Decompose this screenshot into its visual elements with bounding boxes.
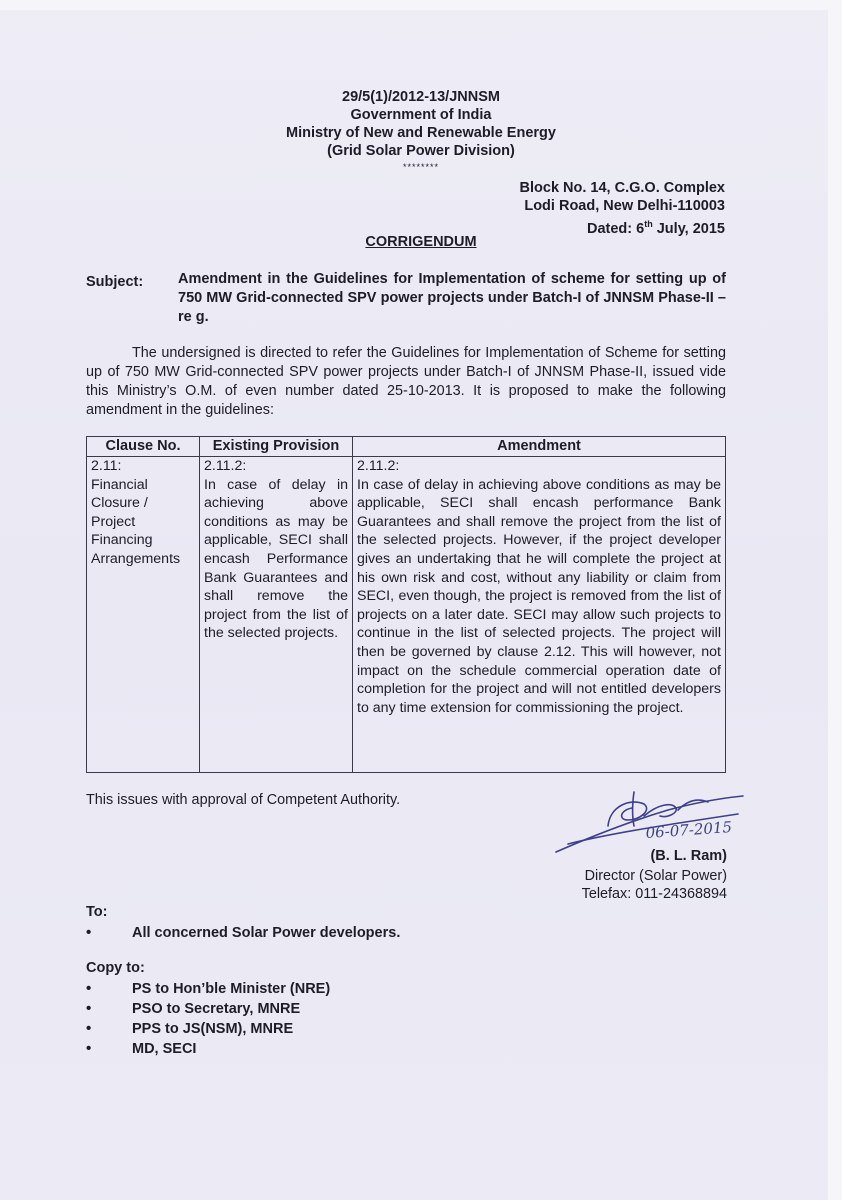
body-paragraph: The undersigned is directed to refer the Guidelines for Implementation of Scheme for setting up of 750 MW Grid-connected SPV power projects under Batch-I of JNNSM Phase-II, issued vide this Ministry’s O.M. of even number dated 25-10-2013. It is proposed to make the following amendment in the guidelines: xyxy=(86,345,726,418)
division-line: (Grid Solar Power Division) xyxy=(327,143,515,159)
header-existing-provision: Existing Provision xyxy=(200,437,353,457)
subject-label: Subject: xyxy=(86,274,144,290)
address-line-2: Lodi Road, New Delhi-110003 xyxy=(524,198,725,214)
signature-date: 06-07-2015 xyxy=(645,818,733,842)
amendment-table xyxy=(86,436,726,773)
existing-clause-number: 2.11.2: xyxy=(204,458,247,474)
signatory-telefax: Telefax: 011-24368894 xyxy=(581,886,727,902)
list-item: • PS to Hon’ble Minister (NRE) xyxy=(86,979,330,999)
ministry-line: Ministry of New and Renewable Energy xyxy=(286,125,556,141)
list-item: • MD, SECI xyxy=(86,1039,330,1059)
file-number: 29/5(1)/2012-13/JNNSM xyxy=(342,89,500,105)
table-header-row xyxy=(87,437,726,457)
list-item: • PPS to JS(NSM), MNRE xyxy=(86,1019,330,1039)
address-line-1: Block No. 14, C.G.O. Complex xyxy=(519,180,725,196)
dated-suffix: July, 2015 xyxy=(652,220,725,237)
to-list xyxy=(86,923,400,943)
dated-prefix: Dated: 6 xyxy=(587,220,645,237)
clause-cell xyxy=(87,457,200,773)
header-amendment: Amendment xyxy=(353,437,726,457)
signatory-details xyxy=(582,867,727,903)
amendment-text: In case of delay in achieving above conditions as may be applicable, SECI shall encash performance Bank Guarantees and shall remove the project from the list of the selected projects. However, if the project developer gives an undertaking that he will complete the project at his own risk and cost, without any liability or claim from SECI, even though, the project is removed from the list of projects on a later date. SECI may allow such projects to continue in the list of selected projects. The project will then be governed by clause 2.12. This will however, not impact on the schedule commercial operation date of completion for the project and will not entitled developers to any time extension for commissioning the project. xyxy=(357,476,721,716)
government-line: Government of India xyxy=(350,107,492,123)
existing-provision-text: In case of delay in achieving above conditions as may be applicable, SECI shall encash Performance Bank Guarantees and shall remove the project from the list of the selected projects. xyxy=(204,476,348,642)
signature-image xyxy=(548,786,748,856)
copy-to-list xyxy=(86,979,330,1059)
to-label: To: xyxy=(86,904,108,920)
clause-number: 2.11: xyxy=(91,458,122,474)
scan-right-edge xyxy=(828,0,842,1200)
subject-text: Amendment in the Guidelines for Implementation of scheme for setting up of 750 MW Grid-connected SPV power projects under Batch-I of JNNSM Phase-II – re g. xyxy=(178,271,726,325)
list-item: • All concerned Solar Power developers. xyxy=(86,923,400,943)
table-row xyxy=(87,457,726,773)
document-title: CORRIGENDUM xyxy=(365,234,477,250)
signatory-name: (B. L. Ram) xyxy=(650,848,727,864)
list-item: • PSO to Secretary, MNRE xyxy=(86,999,330,1019)
copy-to-label: Copy to: xyxy=(86,960,145,976)
dated-sup: th xyxy=(644,219,653,229)
separator-stars: ******** xyxy=(402,162,440,172)
header-clause-no: Clause No. xyxy=(87,437,200,457)
amendment-cell xyxy=(353,457,726,773)
approval-note: This issues with approval of Competent Authority. xyxy=(86,792,401,808)
scan-top-edge xyxy=(0,0,842,10)
amendment-clause-number: 2.11.2: xyxy=(357,458,400,474)
clause-title: Financial Closure / Project Financing Arrangements xyxy=(91,476,181,567)
existing-provision-cell xyxy=(200,457,353,773)
signatory-designation: Director (Solar Power) xyxy=(584,868,727,884)
